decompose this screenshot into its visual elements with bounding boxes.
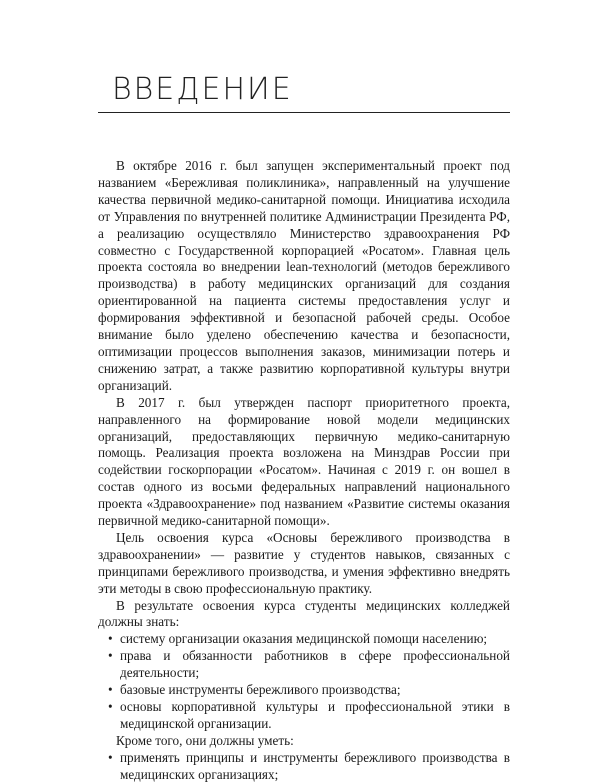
paragraph-must-be-able-intro: Кроме того, они должны уметь: [116, 732, 294, 748]
list-item: • применять принципы и инструменты бережливого производства в медицинских организациях; [98, 750, 510, 784]
must-know-list [98, 631, 510, 732]
list-item: • права и обязанности работников в сфере профессиональной деятельности; [98, 648, 510, 682]
list-item: • систему организации оказания медицинской помощи населению; [98, 631, 510, 648]
must-be-able-list [98, 750, 510, 784]
paragraph-course-goal: Цель освоения курса «Основы бережливого производства в здравоохранении» — развитие у студентов навыков, связанных с принципами бережливого производства, и умения эффективно внедрять эти методы в свою профессиональную практику. [98, 529, 510, 596]
chapter-heading [98, 70, 510, 113]
paragraph-project-launch: В октябре 2016 г. был запущен экспериментальный проект под названием «Бережливая поликлиника», направленный на улучшение качества первичной медико-санитарной помощи. Инициатива исходила от Управления по внутренней политике Администрации Президента РФ, а реализацию осуществляло Министерство здравоохранения РФ совместно с Государственной корпорацией «Росатом». Главная цель проекта состояла во внедрении lean-технологий (методов бережливого производства) в работу медицинских организаций для создания ориентированной на пациента системы предоставления услуг и формирования эффективной и безопасной рабочей среды. Особое внимание было уделено обеспечению качества и безопасности, оптимизации процессов выполнения заказов, минимизации потерь и снижению затрат, а также развитию корпоративной культуры внутри организаций. [98, 158, 510, 393]
paragraph-project-passport: В 2017 г. был утвержден паспорт приоритетного проекта, направленного на формирование новой модели медицинских организаций, предоставляющих первичную медико-санитарную помощь. Реализация проекта возложена на Минздрав России при содействии госкорпорации «Росатом». Начиная с 2019 г. он вошел в состав одного из восьми федеральных направлений национального проекта «Здравоохранение» под названием «Развитие системы оказания первичной медико-санитарной помощи». [98, 394, 510, 529]
body-text [98, 158, 510, 784]
title-underline [98, 112, 510, 113]
paragraph-must-know-intro: В результате освоения курса студенты медицинских колледжей должны знать: [98, 597, 510, 630]
list-item: • основы корпоративной культуры и профессиональной этики в медицинской организации. [98, 699, 510, 733]
list-item: • базовые инструменты бережливого производства; [98, 682, 510, 699]
page-title: ВВЕДЕНИЕ [112, 72, 293, 107]
